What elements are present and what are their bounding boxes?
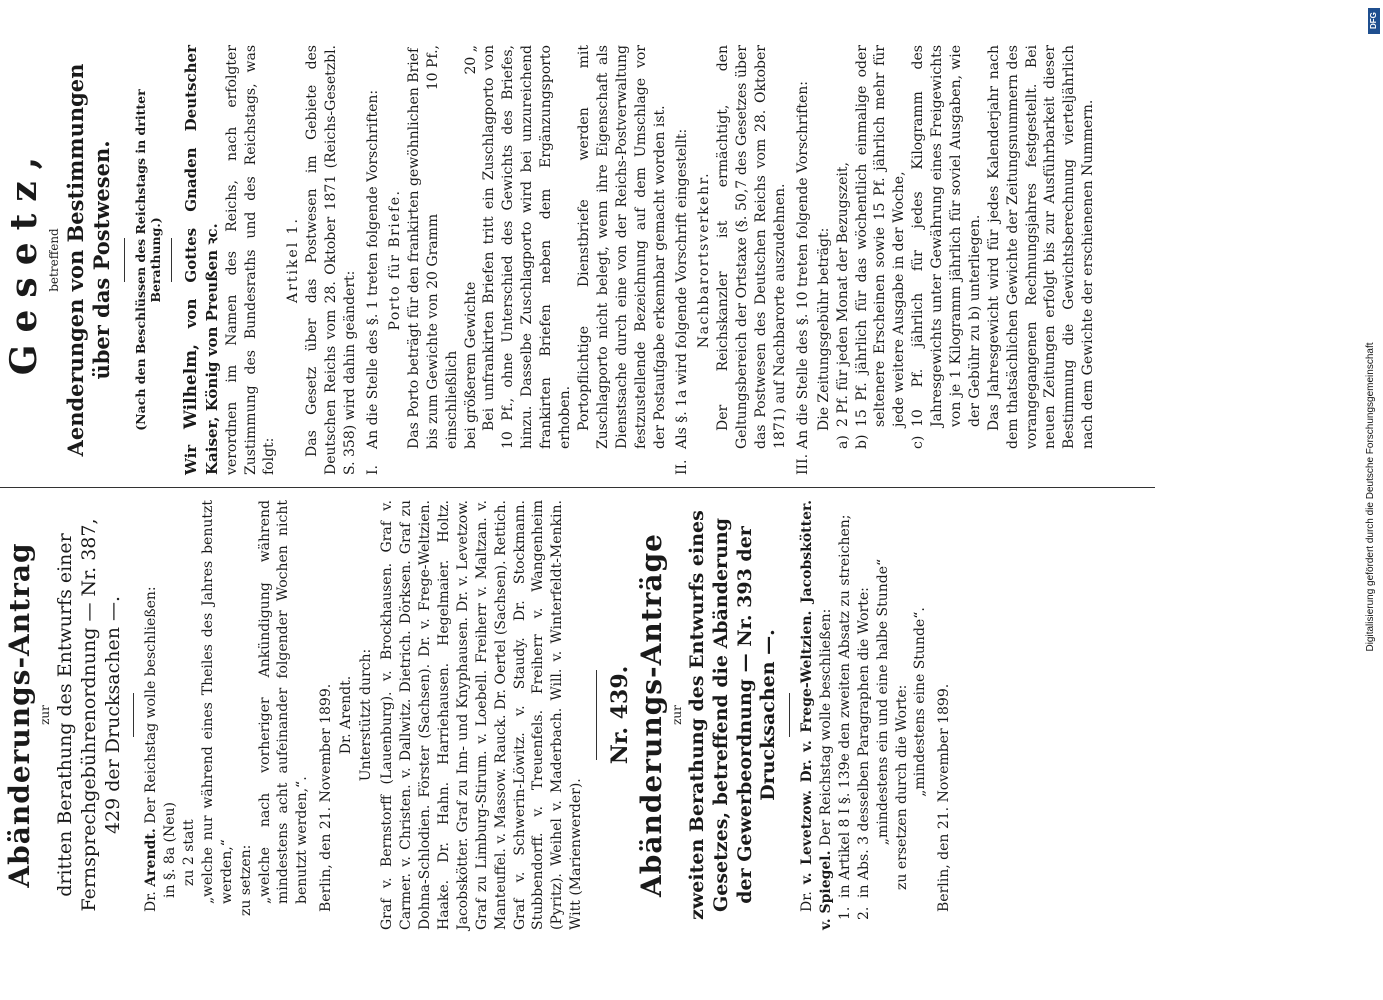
doc-440-item-b <box>853 45 910 475</box>
doc-438-supported-by: Unterstützt durch: <box>358 648 375 782</box>
rule <box>124 238 125 282</box>
item-text: 2 Pf. für jeden Monat der Bezugszeit, <box>834 162 851 427</box>
doc-438-motion <box>142 500 161 930</box>
doc-440-subject: Aenderungen von Bestimmungen über das Postwesen. <box>63 63 115 457</box>
digitization-note <box>1362 10 1376 995</box>
column-divider <box>0 487 1155 488</box>
doc-440-betreffend: betreffend <box>47 228 61 292</box>
doc-438-subject: dritten Berathung des Entwurfs einer Fernsprechgebührenordnung — Nr. 387, 429 der Drucksachen —. <box>54 518 124 912</box>
doc-440-note: (Nach den Beschlüssen des Reichstags in dritter Berathung.) <box>132 89 163 431</box>
item-text: 15 Pf. jährlich für das wöchentlich einmalige oder seltenere Erscheinen sowie 15 Pf. jährlich mehr für jede weitere Ausgabe in der Woche, <box>853 45 908 427</box>
digitization-text: Digitalisierung gefördert durch die Deutsche Forschungsgemeinschaft <box>1365 342 1376 652</box>
doc-438-supporters: Graf v. Bernstorff (Lauenburg). v. Brockhausen. Graf v. Carmer. v. Christen. v. Dallwitz. Dietrich. Dörksen. Graf zu Dohna-Schlodien. Förster (Sachsen). Dr. v. Frege-Weltzien. Haake. Dr. Hahn. Harriehausen. Hegelmaier. Holtz. Jacobskötter. Graf zu Inn- und Knyphausen. Dr. v. Levetzow. Graf zu Limburg-Stirum. v. Loebell. Freiherr v. Maltzan. v. Manteuffel. v. Massow. Rauck. Dr. Oertel (Sachsen). Rettich. Graf v. Schwerin-Löwitz. v. Staudy. Dr. Stockmann. Stubbendorff. v. Treuenfels. Freiherr v. Wangenheim (Pyritz). Weihel v. Maderbach. Will. v. Winterfeldt-Menkin. Witt (Marienwerder). <box>379 500 585 930</box>
doc-440-article-1: Artikel 1. <box>285 217 302 303</box>
doc-440-title: Gesetz, <box>3 144 45 376</box>
doc-439-replace: zu ersetzen durch die Worte: <box>893 684 910 890</box>
rule <box>789 693 790 737</box>
doc-439-subject: zweiten Berathung des Entwurfs eines Gesetzes, betreffend die Abänderung der Gewerbeordnung — Nr. 393 der Drucksachen —. <box>686 510 780 920</box>
rate-label: bis zum Gewichte von 20 Gramm einschließlich <box>424 213 460 449</box>
doc-439-movers <box>798 500 836 930</box>
doc-440-porto-intro: Das Porto beträgt für den frankirten gewöhnlichen Brief <box>405 47 422 449</box>
rate-label: bei größerem Gewichte <box>462 281 479 449</box>
doc-440-decree: verordnen im Namen des Reichs, nach erfolgter Zustimmung des Bundesraths und des Reichstags, was folgt: <box>223 45 278 475</box>
motion-prefix: Dr. <box>143 891 160 912</box>
document-439 <box>607 500 952 930</box>
item-key: 2. <box>855 906 872 920</box>
doc-440-dienst: Portopflichtige Dienstbriefe werden mit Zuschlagporto nicht belegt, wenn ihre Eigenschaft als Dienstsache durch eine von der Reichs-Postverwaltung festzustellende Bezeichnung auf dem Umschlage vor der Postaufgabe erkennbar gemacht worden ist. <box>575 45 668 449</box>
doc-439-place-date: Berlin, den 21. November 1899. <box>936 683 953 912</box>
rate-value: 10 Pf., <box>424 45 441 91</box>
doc-440-item-c <box>909 45 985 475</box>
movers-names: v. Levetzow. Dr. v. Frege-Weltzien. Jacobskötter. v. Spiegel. <box>799 500 834 930</box>
doc-438-quote-2: „welche nach vorheriger Ankündigung während mindestens acht aufeinander folgender Wochen nicht benutzt werden,“. <box>256 500 311 904</box>
doc-440-rate-1 <box>424 45 462 475</box>
doc-440-number <box>0 45 1 475</box>
doc-440-jahresgewicht: Das Jahresgewicht wird für jedes Kalenderjahr nach dem thatsächlichen Gewichte der Zeitungsnummern des vorangegangenen Rechnungsjahres festgestellt. Bei neuen Zeitungen erfolgt bis zur Ausführbarkeit dieser Bestimmung die Gewichtsberechnung vierteljährlich nach dem Gewichte der erschienenen Nummern. <box>985 45 1097 449</box>
doc-438-zur: zur <box>38 705 52 725</box>
doc-438-number <box>0 500 1 930</box>
section-rule <box>596 670 597 760</box>
item-key: b) <box>853 434 870 449</box>
item-key: 1. <box>836 906 853 920</box>
wilhelm: Wilhelm, <box>180 343 201 430</box>
doc-438-paragraph-ref: in §. 8a (Neu) <box>162 801 179 898</box>
doc-439-quote-a: „mindestens ein und eine halbe Stunde“ <box>874 558 891 846</box>
wir: Wir <box>181 444 200 475</box>
doc-440-zuschlag: Bei unfrankirten Briefen tritt ein Zuschlagporto von 10 Pf., ohne Unterschied des Gewichts des Briefes, hinzu. Dasselbe Zuschlagporto wird bei unzureichend frankirten Briefen neben dem Ergänzungsporto erhoben. <box>481 45 574 449</box>
grace: von Gottes Gnaden Deutscher Kaiser, König von Preußen ꝛc. <box>181 45 222 475</box>
motion-text: Der Reichstag wolle beschließen: <box>143 586 160 824</box>
doc-440-item-a <box>834 45 853 475</box>
doc-439-zur: zur <box>670 705 685 725</box>
doc-439-item-1 <box>836 500 855 930</box>
doc-439-quote-b: „mindestens eine Stunde“. <box>912 607 929 797</box>
doc-440-section-I <box>364 45 383 475</box>
item-text: in Artikel 8 I §. 139e den zweiten Absatz zu streichen; <box>836 514 853 898</box>
doc-440-article-1-text: Das Gesetz über das Postwesen im Gebiete des Deutschen Reichs vom 28. Oktober 1871 (Reichs-Gesetzbl. S. 358) wird dahin geändert: <box>304 45 359 475</box>
doc-440-section-II <box>673 45 692 475</box>
motion-name: Arendt. <box>143 828 160 887</box>
doc-440-nachbar-heading: Nachbarortsverkehr. <box>696 171 713 349</box>
doc-440-section-III <box>794 45 813 475</box>
doc-438-sub-ref: zu 2 statt <box>181 819 198 886</box>
dfg-logo: DFG <box>1368 8 1380 34</box>
doc-438-zu-setzen: zu setzen: <box>237 844 254 916</box>
motion-text: Der Reichstag wolle beschließen: <box>817 608 834 847</box>
item-text: in Abs. 3 desselben Paragraphen die Worte: <box>855 587 872 898</box>
roman-numeral: III. <box>794 453 811 475</box>
rotated-document-page <box>0 30 1165 970</box>
rate-value: 20 „ <box>462 45 479 75</box>
document-438 <box>0 500 586 930</box>
doc-439-title: Abänderungs-Anträge <box>635 533 669 897</box>
doc-439-item-2 <box>855 500 874 930</box>
movers-prefix: Dr. <box>799 891 816 912</box>
roman-numeral: II. <box>674 459 691 475</box>
rule <box>133 693 134 737</box>
roman-text: An die Stelle des §. 1 treten folgende Vorschriften: <box>365 89 382 449</box>
doc-440-rate-2 <box>462 45 481 475</box>
doc-438-quote-1: „welche nur während eines Theiles des Jahres benutzt werden,“ <box>199 500 235 904</box>
item-text: 10 Pf. jährlich für jedes Kilogramm des Jahresgewichts unter Gewährung eines Freigewichts von je 1 Kilogramm jährlich für soviel Ausgaben, wie der Gebühr zu b) unterliegen. <box>910 45 983 427</box>
doc-440-porto-heading: Porto für Briefe. <box>386 189 403 331</box>
item-key: c) <box>910 435 927 449</box>
roman-text: An die Stelle des §. 10 treten folgende Vorschriften: <box>794 80 811 449</box>
doc-439-number: Nr. 439. <box>607 665 634 765</box>
left-column <box>0 500 1155 930</box>
doc-440-sovereign <box>180 45 223 475</box>
rule <box>171 238 172 282</box>
doc-438-signer: Dr. Arendt. <box>338 675 355 755</box>
doc-438-title: Abänderungs-Antrag <box>3 542 36 888</box>
roman-text: Als §. 1a wird folgende Vorschrift eingestellt: <box>674 128 691 449</box>
roman-numeral: I. <box>365 465 382 475</box>
right-column <box>0 45 1155 475</box>
item-key: a) <box>834 435 851 449</box>
doc-440-nachbar-text: Der Reichskanzler ist ermächtigt, den Geltungsbereich der Ortstaxe (§. 50,7 des Gesetzes über das Postwesen des Deutschen Reichs vom 28. Oktober 1871) auf Nachbarorte auszudehnen. <box>715 45 788 449</box>
doc-440-zeitung-intro: Die Zeitungsgebühr beträgt: <box>815 227 832 431</box>
doc-438-place-date: Berlin, den 21. November 1899. <box>318 683 335 912</box>
